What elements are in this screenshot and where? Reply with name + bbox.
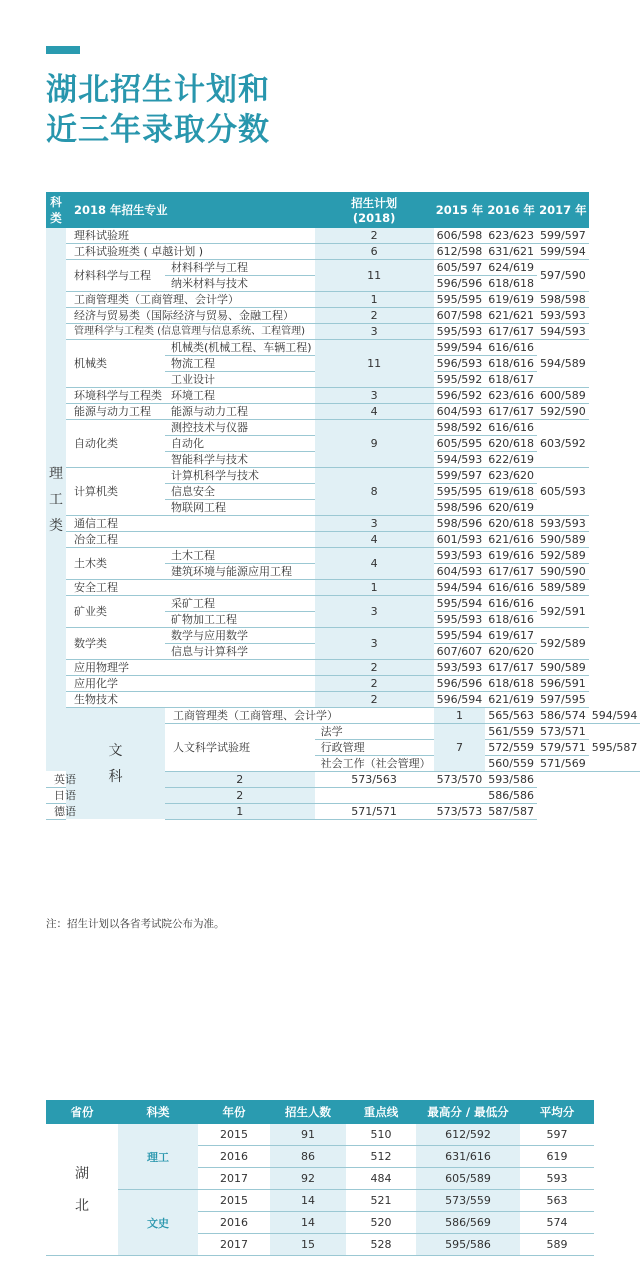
sub-major: 材料科学与工程 xyxy=(165,260,315,276)
major-name: 土木类 xyxy=(66,548,165,580)
sub-major: 物流工程 xyxy=(165,356,315,372)
header-major: 2018 年招生专业 xyxy=(66,192,315,228)
score-2017: 590/590 xyxy=(537,564,589,580)
score-2016: 618/616 xyxy=(485,612,537,628)
enrollment-cell: 86 xyxy=(270,1146,346,1168)
max-min-cell: 573/559 xyxy=(416,1190,520,1212)
key-line-cell: 520 xyxy=(346,1212,416,1234)
score-2016: 618/616 xyxy=(485,356,537,372)
table-row xyxy=(46,628,640,644)
score-2015: 595/595 xyxy=(434,484,486,500)
header-2016: 2016 年 xyxy=(485,192,537,228)
sub-major: 工业设计 xyxy=(165,372,315,388)
plan-count: 7 xyxy=(434,724,486,772)
score-2017: 594/594 xyxy=(589,708,640,724)
score-2016: 623/623 xyxy=(485,228,537,244)
major-name: 环境科学与工程类 xyxy=(66,388,165,404)
score-2015 xyxy=(315,788,434,804)
major-name: 人文科学试验班 xyxy=(165,724,315,772)
score-2016: 618/618 xyxy=(485,676,537,692)
score-2016: 618/617 xyxy=(485,372,537,388)
plan-count: 2 xyxy=(315,308,434,324)
score-2015: 596/596 xyxy=(434,676,486,692)
major-name: 机械类 xyxy=(66,340,165,388)
table-row xyxy=(46,340,640,356)
average-cell: 593 xyxy=(520,1168,594,1190)
province-cell xyxy=(46,1124,118,1256)
score-2016 xyxy=(434,788,486,804)
score-2015: 596/593 xyxy=(434,356,486,372)
major-name: 安全工程 xyxy=(66,580,315,596)
score-2015: 595/593 xyxy=(434,612,486,628)
sub-major: 纳米材料与技术 xyxy=(165,276,315,292)
score-2015: 560/559 xyxy=(485,756,537,772)
plan-count: 3 xyxy=(315,628,434,660)
max-min-cell: 605/589 xyxy=(416,1168,520,1190)
table-row xyxy=(46,596,640,612)
score-2016: 616/616 xyxy=(485,580,537,596)
table-row xyxy=(46,404,640,420)
major-name: 日语 xyxy=(46,788,165,804)
table-row xyxy=(46,660,640,676)
score-2015: 594/594 xyxy=(434,580,486,596)
score-2016: 619/617 xyxy=(485,628,537,644)
header-cat: 科类 xyxy=(46,192,66,228)
sub-major: 环境工程 xyxy=(165,388,315,404)
major-name: 数学类 xyxy=(66,628,165,660)
category-li-cell: 理工 xyxy=(118,1124,198,1190)
enrollment-cell: 91 xyxy=(270,1124,346,1146)
score-2017: 599/594 xyxy=(537,244,589,260)
score-2017: 589/589 xyxy=(537,580,589,596)
plan-count: 6 xyxy=(315,244,434,260)
score-2015: 598/596 xyxy=(434,500,486,516)
score-2017: 594/593 xyxy=(537,324,589,340)
table-row xyxy=(46,516,640,532)
key-line-cell: 510 xyxy=(346,1124,416,1146)
plan-count: 2 xyxy=(315,676,434,692)
score-2015: 573/563 xyxy=(315,772,434,788)
score-2015: 606/598 xyxy=(434,228,486,244)
major-name: 德语 xyxy=(46,804,165,820)
major-name: 工科试验班类 ( 卓越计划 ) xyxy=(66,244,315,260)
score-2016: 616/616 xyxy=(485,420,537,436)
max-min-cell: 595/586 xyxy=(416,1234,520,1256)
cat-char: 工 xyxy=(49,491,63,508)
hubei-scores-table xyxy=(46,1100,594,1256)
score-2015: 598/596 xyxy=(434,516,486,532)
major-name: 管理科学与工程类 (信息管理与信息系统、工程管理) xyxy=(66,324,315,340)
year-cell: 2016 xyxy=(198,1146,270,1168)
major-name: 英语 xyxy=(46,772,165,788)
table-row xyxy=(46,228,640,244)
header-plan xyxy=(315,192,434,228)
score-2017: 593/593 xyxy=(537,308,589,324)
major-name: 冶金工程 xyxy=(66,532,315,548)
score-2016: 623/616 xyxy=(485,388,537,404)
plan-count: 3 xyxy=(315,388,434,404)
table-row xyxy=(46,772,640,788)
header-province: 省份 xyxy=(46,1100,118,1124)
score-2016: 622/619 xyxy=(485,452,537,468)
header-2015: 2015 年 xyxy=(434,192,486,228)
score-2017: 592/589 xyxy=(537,628,589,660)
cat-char: 类 xyxy=(49,517,63,534)
score-2016: 631/621 xyxy=(485,244,537,260)
table-row xyxy=(46,260,640,276)
score-2015: 593/593 xyxy=(434,548,486,564)
average-cell: 563 xyxy=(520,1190,594,1212)
table-row xyxy=(46,468,640,484)
page-title-line1: 湖北招生计划和 xyxy=(46,72,270,108)
enrollment-cell: 15 xyxy=(270,1234,346,1256)
score-2015: 604/593 xyxy=(434,404,486,420)
score-2015: 598/592 xyxy=(434,420,486,436)
major-name: 经济与贸易类（国际经济与贸易、金融工程） xyxy=(66,308,315,324)
score-2017: 586/586 xyxy=(485,788,537,804)
category-li xyxy=(46,228,66,772)
table-row xyxy=(46,788,640,804)
table-row xyxy=(46,388,640,404)
table-row xyxy=(46,308,640,324)
sub-major: 机械类(机械工程、车辆工程) xyxy=(165,340,315,356)
major-name: 应用物理学 xyxy=(66,660,315,676)
plan-count: 3 xyxy=(315,324,434,340)
table-row xyxy=(46,1124,594,1146)
score-2017: 605/593 xyxy=(537,468,589,516)
score-2016: 620/618 xyxy=(485,436,537,452)
header-max-min: 最高分 / 最低分 xyxy=(416,1100,520,1124)
cat-char: 文 xyxy=(108,742,123,759)
accent-bar xyxy=(46,46,80,54)
score-2015: 601/593 xyxy=(434,532,486,548)
plan-count: 2 xyxy=(315,660,434,676)
score-2015: 565/563 xyxy=(485,708,537,724)
sub-major: 物联网工程 xyxy=(165,500,315,516)
score-2017: 600/589 xyxy=(537,388,589,404)
major-name: 生物技术 xyxy=(66,692,315,708)
average-cell: 589 xyxy=(520,1234,594,1256)
score-2015: 571/571 xyxy=(315,804,434,820)
plan-count: 11 xyxy=(315,260,434,292)
major-name: 工商管理类（工商管理、会计学） xyxy=(165,708,434,724)
sub-major: 信息安全 xyxy=(165,484,315,500)
major-name: 通信工程 xyxy=(66,516,315,532)
score-2015: 607/598 xyxy=(434,308,486,324)
score-2015: 595/592 xyxy=(434,372,486,388)
score-2015: 605/595 xyxy=(434,436,486,452)
header-enrollment: 招生人数 xyxy=(270,1100,346,1124)
score-2016: 618/618 xyxy=(485,276,537,292)
score-2016: 617/617 xyxy=(485,324,537,340)
plan-count: 11 xyxy=(315,340,434,388)
plan-count: 4 xyxy=(315,404,434,420)
plan-count: 1 xyxy=(165,804,315,820)
header-plan-line1: 招生计划 xyxy=(351,196,398,210)
enrollment-cell: 92 xyxy=(270,1168,346,1190)
sub-major: 行政管理 xyxy=(315,740,434,756)
score-2015: 595/593 xyxy=(434,324,486,340)
key-line-cell: 484 xyxy=(346,1168,416,1190)
province-char: 北 xyxy=(75,1197,89,1214)
table-header-row xyxy=(46,192,640,228)
cat-char: 科 xyxy=(108,768,123,785)
key-line-cell: 512 xyxy=(346,1146,416,1168)
score-2017: 590/589 xyxy=(537,532,589,548)
header-year: 年份 xyxy=(198,1100,270,1124)
score-2015: 596/596 xyxy=(434,276,486,292)
score-2017: 597/590 xyxy=(537,260,589,292)
score-2015: 561/559 xyxy=(485,724,537,740)
table-row xyxy=(46,292,640,308)
major-name: 矿业类 xyxy=(66,596,165,628)
plan-count: 1 xyxy=(315,292,434,308)
score-2016: 619/618 xyxy=(485,484,537,500)
table-row xyxy=(46,1190,594,1212)
score-2016: 621/621 xyxy=(485,308,537,324)
sub-major: 社会工作（社会管理） xyxy=(315,756,434,772)
key-line-cell: 528 xyxy=(346,1234,416,1256)
score-2017: 593/586 xyxy=(485,772,537,788)
plan-count: 2 xyxy=(165,788,315,804)
table-header-row xyxy=(46,1100,594,1124)
province-char: 湖 xyxy=(75,1165,89,1182)
major-name: 自动化类 xyxy=(66,420,165,468)
score-2015: 572/559 xyxy=(485,740,537,756)
score-2015: 595/594 xyxy=(434,628,486,644)
major-name: 理科试验班 xyxy=(66,228,315,244)
max-min-cell: 631/616 xyxy=(416,1146,520,1168)
header-category: 科类 xyxy=(118,1100,198,1124)
score-2016: 571/569 xyxy=(537,756,589,772)
score-2017: 592/591 xyxy=(537,596,589,628)
score-2017: 590/589 xyxy=(537,660,589,676)
header-2017: 2017 年 xyxy=(537,192,589,228)
table-row xyxy=(46,324,640,340)
score-2015: 599/594 xyxy=(434,340,486,356)
enrollment-cell: 14 xyxy=(270,1190,346,1212)
year-cell: 2017 xyxy=(198,1234,270,1256)
score-2017: 596/591 xyxy=(537,676,589,692)
score-2016: 621/619 xyxy=(485,692,537,708)
score-2016: 624/619 xyxy=(485,260,537,276)
score-2017: 603/592 xyxy=(537,420,589,468)
table-row xyxy=(46,692,640,708)
score-2017: 594/589 xyxy=(537,340,589,388)
header-average: 平均分 xyxy=(520,1100,594,1124)
plan-count: 2 xyxy=(315,692,434,708)
score-2016: 573/570 xyxy=(434,772,486,788)
sub-major: 自动化 xyxy=(165,436,315,452)
score-2015: 596/594 xyxy=(434,692,486,708)
score-2015: 599/597 xyxy=(434,468,486,484)
table-row xyxy=(46,244,640,260)
plan-count: 8 xyxy=(315,468,434,516)
score-2015: 604/593 xyxy=(434,564,486,580)
score-2016: 579/571 xyxy=(537,740,589,756)
score-2015: 596/592 xyxy=(434,388,486,404)
table-row xyxy=(46,420,640,436)
score-2016: 619/619 xyxy=(485,292,537,308)
score-2017: 592/590 xyxy=(537,404,589,420)
table-row xyxy=(46,676,640,692)
score-2015: 605/597 xyxy=(434,260,486,276)
table-row xyxy=(46,548,640,564)
score-2015: 595/595 xyxy=(434,292,486,308)
page-title xyxy=(46,70,270,150)
major-name: 材料科学与工程 xyxy=(66,260,165,292)
sub-major: 建筑环境与能源应用工程 xyxy=(165,564,315,580)
score-2017: 587/587 xyxy=(485,804,537,820)
year-cell: 2016 xyxy=(198,1212,270,1234)
footnote: 注：招生计划以各省考试院公布为准。 xyxy=(46,918,225,930)
score-2016: 586/574 xyxy=(537,708,589,724)
score-2017: 592/589 xyxy=(537,548,589,564)
cat-char: 理 xyxy=(49,465,63,482)
score-2016: 620/620 xyxy=(485,644,537,660)
score-2017: 598/598 xyxy=(537,292,589,308)
score-2016: 620/618 xyxy=(485,516,537,532)
plan-count: 2 xyxy=(165,772,315,788)
sub-major: 土木工程 xyxy=(165,548,315,564)
score-2016: 617/617 xyxy=(485,564,537,580)
major-name: 工商管理类（工商管理、会计学） xyxy=(66,292,315,308)
sub-major: 矿物加工工程 xyxy=(165,612,315,628)
score-2016: 623/620 xyxy=(485,468,537,484)
sub-major: 测控技术与仪器 xyxy=(165,420,315,436)
sub-major: 采矿工程 xyxy=(165,596,315,612)
sub-major: 信息与计算科学 xyxy=(165,644,315,660)
plan-count: 4 xyxy=(315,532,434,548)
sub-major: 智能科学与技术 xyxy=(165,452,315,468)
enrollment-cell: 14 xyxy=(270,1212,346,1234)
table-row xyxy=(46,532,640,548)
sub-major: 法学 xyxy=(315,724,434,740)
page-title-line2: 近三年录取分数 xyxy=(46,112,270,148)
plan-count: 1 xyxy=(434,708,486,724)
score-2015: 593/593 xyxy=(434,660,486,676)
header-plan-line2: (2018) xyxy=(352,211,396,225)
score-2016: 619/616 xyxy=(485,548,537,564)
major-name: 能源与动力工程 xyxy=(66,404,165,420)
year-cell: 2015 xyxy=(198,1190,270,1212)
key-line-cell: 521 xyxy=(346,1190,416,1212)
score-2016: 617/617 xyxy=(485,404,537,420)
score-2015: 612/598 xyxy=(434,244,486,260)
table-row xyxy=(46,580,640,596)
average-cell: 574 xyxy=(520,1212,594,1234)
score-2016: 617/617 xyxy=(485,660,537,676)
score-2016: 621/616 xyxy=(485,532,537,548)
score-2015: 607/607 xyxy=(434,644,486,660)
plan-count: 2 xyxy=(315,228,434,244)
year-cell: 2015 xyxy=(198,1124,270,1146)
score-2017: 593/593 xyxy=(537,516,589,532)
average-cell: 597 xyxy=(520,1124,594,1146)
score-2016: 573/571 xyxy=(537,724,589,740)
score-2017: 597/595 xyxy=(537,692,589,708)
score-2017: 599/597 xyxy=(537,228,589,244)
plan-count: 4 xyxy=(315,548,434,580)
plan-count: 3 xyxy=(315,516,434,532)
category-wen-cell: 文史 xyxy=(118,1190,198,1256)
score-2017: 595/587 xyxy=(589,724,640,772)
average-cell: 619 xyxy=(520,1146,594,1168)
table-row xyxy=(46,708,640,724)
year-cell: 2017 xyxy=(198,1168,270,1190)
max-min-cell: 612/592 xyxy=(416,1124,520,1146)
score-2016: 620/619 xyxy=(485,500,537,516)
major-name: 应用化学 xyxy=(66,676,315,692)
sub-major: 计算机科学与技术 xyxy=(165,468,315,484)
score-2015: 594/593 xyxy=(434,452,486,468)
plan-count: 9 xyxy=(315,420,434,468)
header-key-line: 重点线 xyxy=(346,1100,416,1124)
score-2016: 616/616 xyxy=(485,340,537,356)
table-row xyxy=(46,804,640,820)
admission-plan-table xyxy=(46,192,640,820)
sub-major: 数学与应用数学 xyxy=(165,628,315,644)
max-min-cell: 586/569 xyxy=(416,1212,520,1234)
score-2016: 573/573 xyxy=(434,804,486,820)
score-2016: 616/616 xyxy=(485,596,537,612)
sub-major: 能源与动力工程 xyxy=(165,404,315,420)
major-name: 计算机类 xyxy=(66,468,165,516)
score-2015: 595/594 xyxy=(434,596,486,612)
plan-count: 1 xyxy=(315,580,434,596)
plan-count: 3 xyxy=(315,596,434,628)
